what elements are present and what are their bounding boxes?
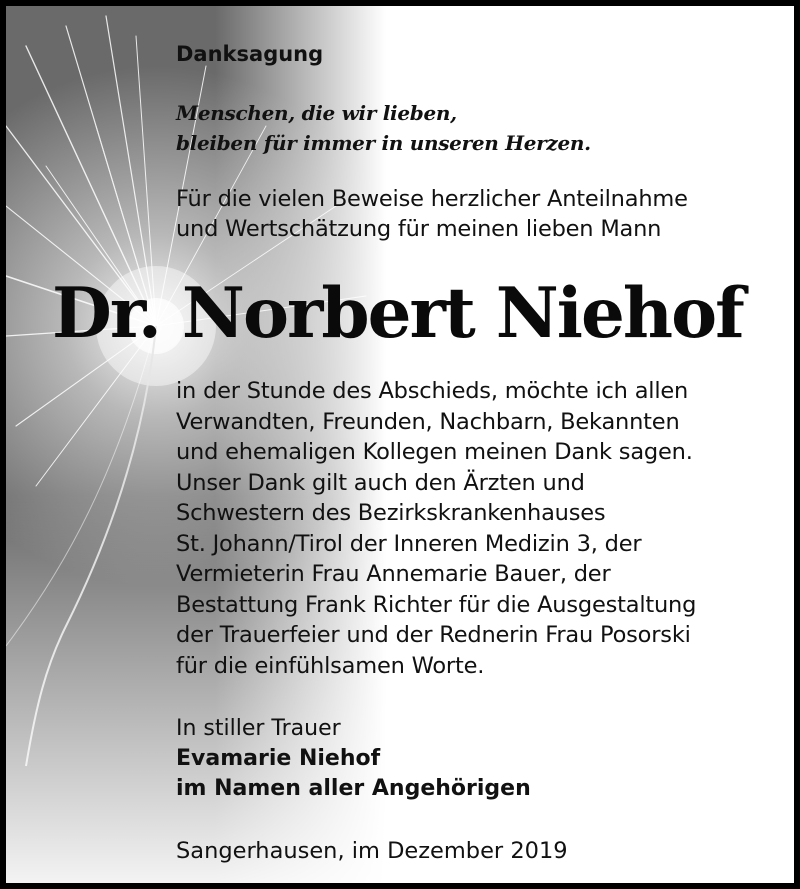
signature-intro: In stiller Trauer — [176, 716, 341, 741]
thanks-line: Vermieterin Frau Annemarie Bauer, der — [176, 561, 611, 587]
signature-family: im Namen aller Angehörigen — [176, 776, 531, 801]
thanks-line: Bestattung Frank Richter für die Ausgestaltung — [176, 591, 697, 618]
thanks-line: für die einfühlsamen Worte. — [176, 652, 485, 679]
thanks-line: in der Stunde des Abschieds, möchte ich allen — [176, 378, 689, 404]
intro-paragraph — [176, 184, 688, 244]
notice-heading: Danksagung — [176, 42, 324, 66]
thanks-line: der Trauerfeier und der Rednerin Frau Posorski — [176, 622, 691, 648]
signature-name: Evamarie Niehof — [176, 746, 381, 771]
memorial-motto — [176, 98, 591, 158]
place-and-date: Sangerhausen, im Dezember 2019 — [176, 838, 568, 864]
motto-line: bleiben für immer in unseren Herzen. — [176, 131, 591, 155]
intro-line: Für die vielen Beweise herzlicher Anteilnahme — [176, 186, 688, 212]
thanks-line: Verwandten, Freunden, Nachbarn, Bekannten — [176, 408, 680, 435]
intro-line: und Wertschätzung für meinen lieben Mann — [176, 216, 662, 242]
thanks-line: Unser Dank gilt auch den Ärzten und — [176, 469, 585, 496]
deceased-name: Dr. Norbert Niehof — [52, 273, 743, 354]
thanks-line: und ehemaligen Kollegen meinen Dank sagen. — [176, 439, 693, 465]
thanks-line: Schwestern des Bezirkskrankenhauses — [176, 500, 606, 526]
motto-line: Menschen, die wir lieben, — [176, 101, 457, 125]
thanks-line: St. Johann/Tirol der Inneren Medizin 3, der — [176, 530, 642, 557]
thanks-paragraph — [176, 376, 696, 681]
signature-block — [176, 714, 531, 804]
